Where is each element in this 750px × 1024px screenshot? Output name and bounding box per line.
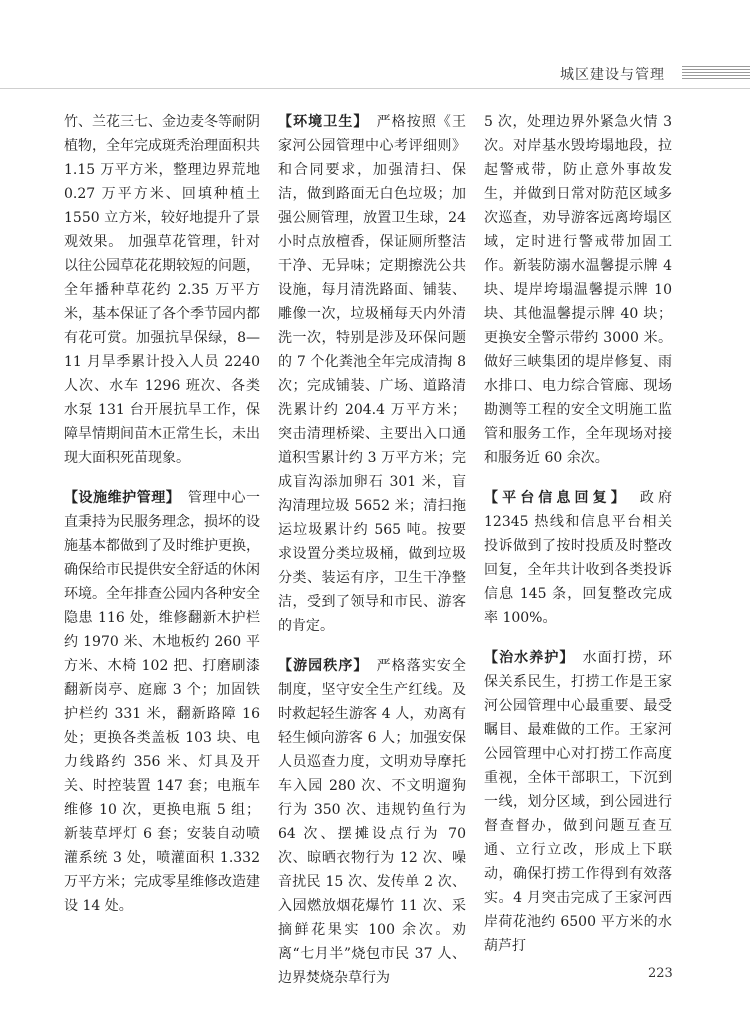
paragraph	[484, 486, 672, 630]
paragraph	[64, 110, 260, 470]
paragraph	[278, 654, 466, 990]
text-column-3	[484, 110, 672, 958]
paragraph-heading: 【平台信息回复】	[484, 490, 622, 506]
text-column-2	[278, 110, 466, 990]
section-title: 城区建设与管理	[560, 67, 665, 83]
paragraph	[64, 486, 260, 918]
header-stripes-decoration	[682, 66, 750, 80]
paragraph-heading: 【设施维护管理】	[64, 490, 174, 506]
text-column-1	[64, 110, 260, 918]
paragraph-text: 5 次，处理边界外紧急火情 3 次。对岸基水毁垮塌地段，拉起警戒带，防止意外事故发生，并做到日常对防范区域多次巡查，劝导游客远离垮塌区域，定时进行警戒带加固工作。新装防溺水温馨提示牌 4 块、堤岸垮塌温馨提示牌 10 块、其他温馨提示牌 40 块；更换安全警示带约 3000 米。做好三峡集团的堤岸修复、雨水排口、电力综合管廊、现场勘测等工程的安全文明施工监管和服务工作，全年现场对接和服务近 60 余次。	[484, 114, 672, 466]
paragraph	[484, 110, 672, 470]
paragraph-text: 竹、兰花三七、金边麦冬等耐阴植物，全年完成斑秃治理面积共 1.15 万平方米，整理边界荒地 0.27 万平方米、回填种植土 1550 立方米，较好地提升了景观效果。 加强草花管理，针对以往公园草花花期较短的问题，全年播种草花约 2.35 万平方米，基本保证了各个季节园内都有花可赏。加强抗旱保绿，8—11 月旱季累计投入人员 2240 人次、水车 1296 班次、各类水泵 131 台开展抗旱工作，保障旱情期间苗木正常生长，未出现大面积死苗现象。	[64, 114, 260, 466]
paragraph-heading: 【治水养护】	[484, 650, 568, 666]
paragraph-text: 水面打捞，环保关系民生，打捞工作是王家河公园管理中心最重要、最受瞩目、最难做的工作。王家河公园管理中心对打捞工作高度重视，全体干部职工，下沉到一线，划分区域，到公园进行督查督办，做到问题互查互通、立行立改，形成上下联动，确保打捞工作得到有效落实。4 月突击完成了王家河西岸荷花池约 6500 平方米的水葫芦打	[484, 650, 672, 954]
paragraph-heading: 【环境卫生】	[278, 114, 362, 130]
paragraph-text: 政府 12345 热线和信息平台相关投诉做到了按时投质及时整改回复，全年共计收到各类投诉信息 145 条，回复整改完成率 100%。	[484, 490, 673, 626]
paragraph	[278, 110, 466, 638]
paragraph-text: 管理中心一直秉持为民服务理念，损坏的设施基本都做到了及时维护更换，确保给市民提供安全舒适的休闲环境。全年排查公园内各种安全隐患 116 处，维修翻新木护栏约 1970 米、木地板约 260 平方米、木椅 102 把、打磨刷漆翻新岗亭、庭廊 3 个；加固铁护栏约 331 米，翻新路障 16 处；更换各类盖板 103 块、电力线路约 356 米、灯具及开关、时控装置 147 套；电瓶车维修 10 次，更换电瓶 5 组；新装草坪灯 6 套；安装自动喷灌系统 3 处，喷灌面积 1.332 万平方米；完成零星维修改造建设 14 处。	[64, 490, 261, 914]
paragraph	[484, 646, 672, 958]
paragraph-heading: 【游园秩序】	[278, 658, 362, 674]
paragraph-text: 严格按照《王家河公园管理中心考评细则》和合同要求，加强清扫、保洁，做到路面无白色垃圾；加强公厕管理，放置卫生球，24 小时点放檀香，保证厕所整洁干净、无异味；定期擦洗公共设施，每月清洗路面、铺装、雕像一次，垃圾桶每天内外清洗一次，特别是涉及环保问题的 7 个化粪池全年完成清掏 8 次；完成铺装、广场、道路清洗累计约 204.4 万平方米；突击清理桥梁、主要出入口通道积雪累计约 3 万平方米；完成盲沟添加卵石 301 米，盲沟清理垃圾 5652 米；清扫拖运垃圾累计约 565 吨。按要求设置分类垃圾桶，做到垃圾分类、装运有序，卫生干净整洁，受到了领导和市民、游客的肯定。	[278, 114, 466, 634]
page-number: 223	[648, 966, 673, 981]
header-rule	[0, 88, 750, 89]
paragraph-text: 严格落实安全制度，坚守安全生产红线。及时救起轻生游客 4 人，劝离有轻生倾向游客 6 人；加强安保人员巡查力度，文明劝导摩托车入园 280 次、不文明遛狗行为 350 次、违规钓鱼行为 64 次、摆摊设点行为 70 次、晾晒衣物行为 12 次、噪音扰民 15 次、发传单 2 次、入园燃放烟花爆竹 11 次、采摘鲜花果实 100 余次。劝离“七月半”烧包市民 37 人、边界焚烧杂草行为	[278, 658, 466, 986]
